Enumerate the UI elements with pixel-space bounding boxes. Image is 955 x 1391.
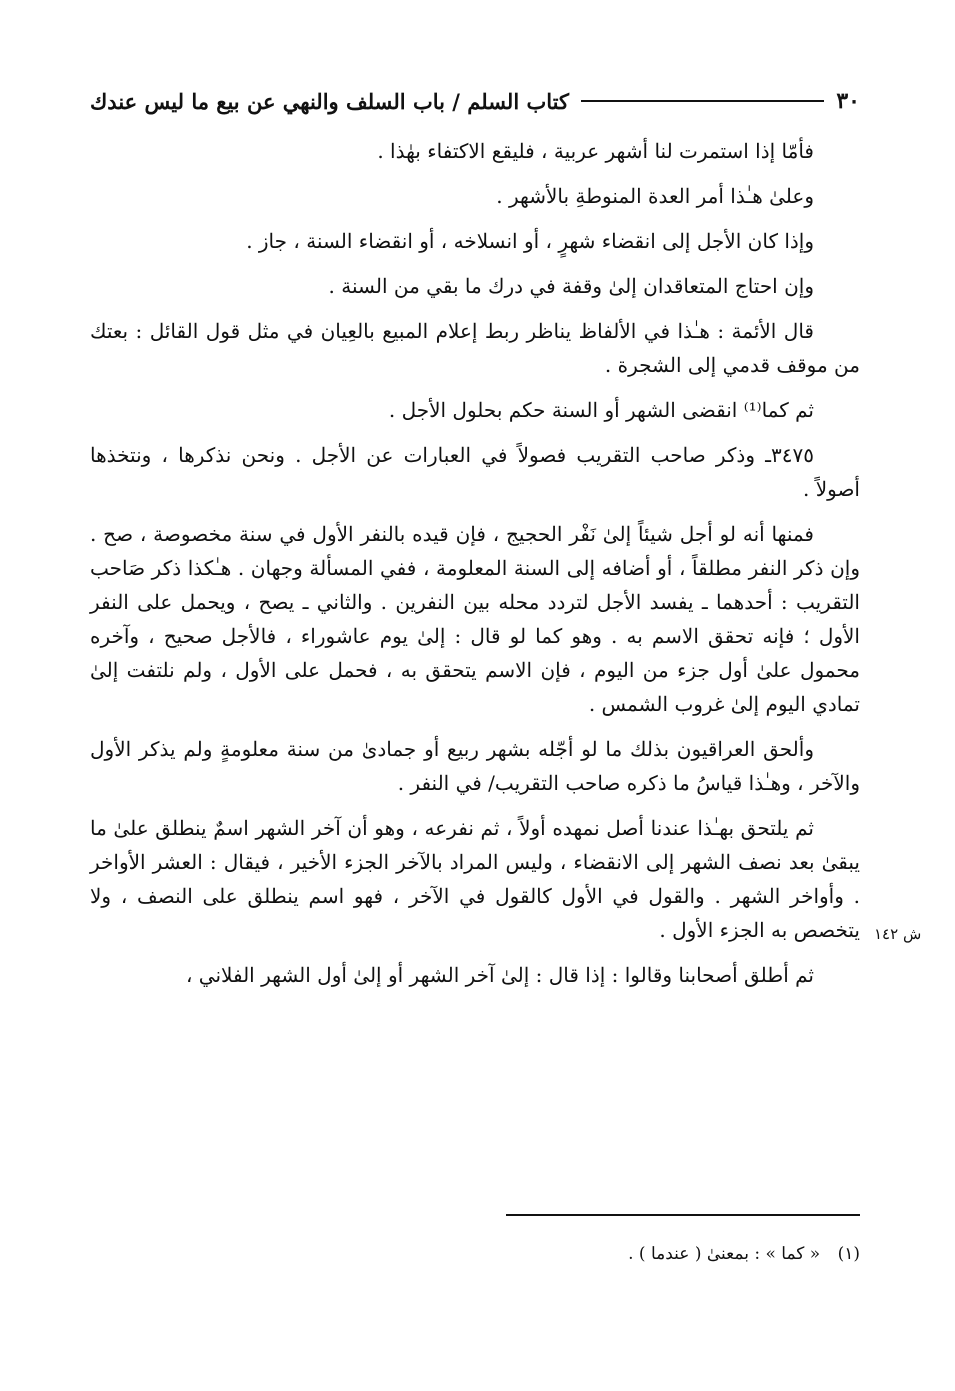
paragraph-10: ثم يلتحق بهـٰذا عندنا أصل نمهده أولاً ، ثم نفرعه ، وهو أن آخر الشهر اسمٌ ينطلق علىٰ ما يبقىٰ بعد نصف الشهر إلى الانقضاء ، وليس المراد بالآخر الجزء الأخير ، فيقال : العشر الأواخر . وأواخر الشهر . والقول في الأول كالقول في الآخر ، فهو اسم ينطلق على النصف ، ولا يتخصص به الجزء الأول . <box>90 816 860 942</box>
paragraph-1: فأمّا إذا استمرت لنا أشهر عربية ، فليقع الاكتفاء بهٰذا . <box>377 139 814 163</box>
paragraph-7: ٣٤٧٥ـ وذكر صاحب التقريب فصولاً في العبارات عن الأجل . ونحن نذكرها ، ونتخذها أصولاً . <box>90 443 860 501</box>
header-rule <box>581 100 824 102</box>
footnote-text: « كما » : بمعنىٰ ( عندما ) . <box>628 1244 821 1264</box>
paragraph-8: فمنها أنه لو أجل شيئاً إلىٰ نَفْر الحجيج ، فإن قيده بالنفر الأول في سنة مخصوصة ، صح . وإن ذكر النفر مطلقاً ، أو أضافه إلى السنة المعلومة ، ففي المسألة وجهان . هـٰكذا ذكر صَاحب التقريب : أحدهما ـ يفسد الأجل لتردد محله بين النفرين . والثاني ـ يصح ، ويحمل على النفر الأول ؛ فإنه تحقق الاسم به . وهو كما لو قال : إلىٰ يوم عاشوراء ، فالأجل صحيح ، وآخره محمول علىٰ أول جزء من اليوم ، فإن الاسم يتحقق به ، فحمل على الأول ، ولم نلتفت إلىٰ تمادي اليوم إلىٰ غروب الشمس . <box>90 522 860 716</box>
paragraph-6: ثم كما⁽¹⁾ انقضى الشهر أو السنة حكم بحلول الأجل . <box>388 398 814 422</box>
body-text <box>90 134 860 1003</box>
footnote-marker: (١) <box>837 1244 860 1264</box>
paragraph-2: وعلىٰ هـٰذا أمر العدة المنوطةِ بالأشهر . <box>496 184 814 208</box>
running-header <box>90 84 860 118</box>
footnote <box>90 1240 860 1268</box>
margin-note: ش ١٤٢ <box>874 925 922 943</box>
running-title: كتاب السلم / باب السلف والنهي عن بيع ما ليس عندك <box>90 88 569 114</box>
paragraph-4: وإن احتاج المتعاقدان إلىٰ وقفة في درك ما بقي من السنة . <box>328 274 814 298</box>
paragraph-5: قال الأئمة : هـٰذا في الألفاظ يناظر ربط إعلام المبيع بالعِيان في مثل قول القائل : بعتك من موقف قدمي إلى الشجرة . <box>90 319 860 377</box>
paragraph-11: ثم أطلق أصحابنا وقالوا : إذا قال : إلىٰ آخر الشهر أو إلىٰ أول الشهر الفلاني ، <box>185 963 814 987</box>
paragraph-3: وإذا كان الأجل إلى انقضاء شهرٍ ، أو انسلاخه ، أو انقضاء السنة ، جاز . <box>246 229 814 253</box>
footnote-rule <box>506 1214 860 1216</box>
paragraph-9: وألحق العراقيون بذلك ما لو أجّله بشهر ربيع أو جمادىٰ من سنة معلومةٍ ولم يذكر الأول والآخر ، وهـٰذا قياسُ ما ذكره صاحب التقريب/ في النفر . <box>90 737 860 795</box>
page-number: ٣٠ <box>836 88 860 114</box>
